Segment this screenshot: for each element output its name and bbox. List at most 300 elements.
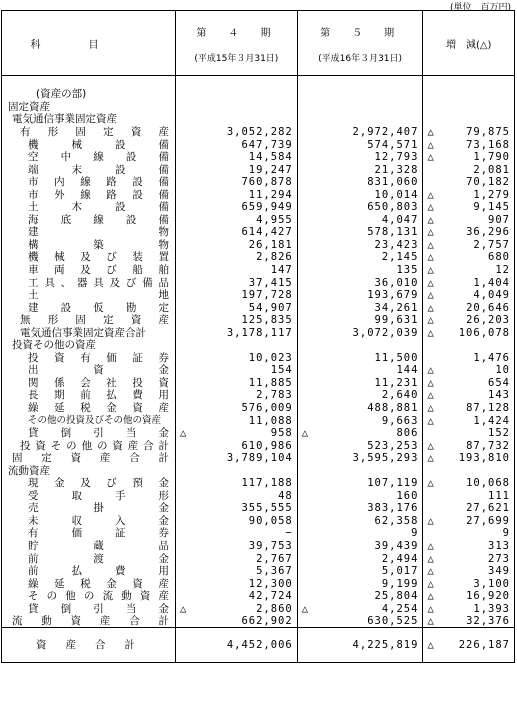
amount: 2,494 xyxy=(381,552,419,565)
row-label xyxy=(6,590,175,602)
row-label-char: 定 xyxy=(103,314,114,327)
row-label-char: 証 xyxy=(115,527,126,540)
period5-value-cell xyxy=(297,163,423,176)
negative-mark: △ xyxy=(427,565,434,578)
table-row xyxy=(2,389,515,402)
row-label-cell xyxy=(2,552,176,565)
total-row xyxy=(2,628,515,663)
row-label-char: 貸 xyxy=(28,427,39,440)
row-label-char: 置 xyxy=(158,251,169,264)
row-label-char: 設 xyxy=(115,138,126,151)
row-label xyxy=(6,251,175,263)
row-label xyxy=(6,126,175,138)
negative-mark xyxy=(427,352,439,364)
total-amount: 226,187 xyxy=(458,639,510,652)
amount: 2,640 xyxy=(381,389,419,402)
amount: 4,047 xyxy=(381,213,419,226)
amount: 1,393 xyxy=(473,602,510,615)
row-label-cell xyxy=(2,527,176,540)
negative-mark xyxy=(302,490,314,502)
diff-value-cell xyxy=(423,439,515,452)
row-label-cell xyxy=(2,214,176,227)
row-label-char: 建 xyxy=(28,226,39,239)
row-label-cell xyxy=(2,88,176,101)
negative-mark: △ xyxy=(427,151,434,164)
row-label-char: 倒 xyxy=(60,427,72,440)
amount: 576,009 xyxy=(241,401,293,414)
negative-mark xyxy=(302,402,314,414)
period5-value-cell xyxy=(297,389,423,402)
negative-mark: △ xyxy=(427,263,434,276)
row-label xyxy=(6,214,175,226)
table-row xyxy=(2,264,515,277)
diff-value-cell xyxy=(423,615,515,628)
negative-mark xyxy=(302,377,314,389)
row-label-char: 路 xyxy=(106,176,117,189)
row-label-char: 貸 xyxy=(28,602,39,615)
amount: 143 xyxy=(488,389,510,402)
period5-value-cell xyxy=(297,264,423,277)
table-row xyxy=(2,414,515,427)
amount: 2,860 xyxy=(256,602,293,615)
amount: 2,757 xyxy=(473,238,510,251)
period5-value-cell xyxy=(297,515,423,528)
period4-value-cell xyxy=(176,427,298,440)
row-label xyxy=(6,490,175,502)
diff-value-cell xyxy=(423,377,515,390)
row-label-char: 設 xyxy=(125,151,137,164)
amount: 5,367 xyxy=(256,565,293,578)
amount: 1,424 xyxy=(473,414,510,427)
period4-value-cell xyxy=(176,615,298,628)
row-label-char: 設 xyxy=(125,213,137,226)
negative-mark xyxy=(180,239,192,251)
diff-value-cell xyxy=(423,565,515,578)
table-row xyxy=(2,464,515,477)
row-label-char: 金 xyxy=(158,514,169,527)
diff-value-cell xyxy=(423,389,515,402)
row-label-char: 勘 xyxy=(125,301,137,314)
negative-mark xyxy=(302,201,314,213)
amount: 2,081 xyxy=(473,163,510,176)
row-label-char: 長 xyxy=(28,389,39,402)
row-label-char: 資 xyxy=(130,314,142,327)
amount: 25,804 xyxy=(374,590,419,603)
row-label-char: 動 xyxy=(41,615,52,628)
negative-mark xyxy=(180,126,192,138)
period4-value-cell xyxy=(176,477,298,490)
row-label-cell xyxy=(2,464,176,477)
row-label-char: 価 xyxy=(106,351,117,364)
amount: 760,878 xyxy=(241,176,293,189)
row-label-char: び xyxy=(106,477,117,490)
table-body xyxy=(2,76,515,663)
diff-value-cell xyxy=(423,301,515,314)
amount: 9 xyxy=(502,527,510,540)
row-label-char: 他 xyxy=(81,439,93,452)
row-label-char: 預 xyxy=(132,477,143,490)
period4-value-cell xyxy=(176,301,298,314)
amount: 37,415 xyxy=(248,276,293,289)
period5-value-cell xyxy=(297,352,423,365)
row-label-char: 両 xyxy=(54,263,65,276)
amount: 3,100 xyxy=(473,577,510,590)
negative-mark xyxy=(302,639,314,651)
table-row xyxy=(2,314,515,327)
row-label-char: 延 xyxy=(54,577,65,590)
row-label-char: 証 xyxy=(132,351,143,364)
row-label-char: 備 xyxy=(142,276,153,289)
row-label-char: 末 xyxy=(71,163,82,176)
row-label-char: 築 xyxy=(93,238,104,251)
negative-mark xyxy=(302,277,314,289)
row-label-char: び xyxy=(106,263,117,276)
amount: 5,017 xyxy=(381,565,419,578)
row-label-char: 資 xyxy=(130,125,142,138)
negative-mark: △ xyxy=(427,376,434,389)
row-label xyxy=(6,277,175,289)
period4-value-cell xyxy=(176,214,298,227)
row-label-char: 掛 xyxy=(93,502,104,515)
row-label-cell xyxy=(2,138,176,151)
negative-mark xyxy=(302,389,314,401)
negative-mark: △ xyxy=(427,251,434,264)
row-label-cell xyxy=(2,402,176,415)
table-row xyxy=(2,615,515,628)
row-label-char: 産 xyxy=(158,125,170,138)
diff-value-cell xyxy=(423,339,515,352)
diff-value-cell xyxy=(423,264,515,277)
row-label-cell xyxy=(2,427,176,440)
total-a-cell xyxy=(176,628,298,663)
row-label-char: 費 xyxy=(115,565,126,578)
row-label-char: 産 xyxy=(99,452,111,465)
negative-mark xyxy=(180,515,192,527)
row-label xyxy=(6,578,175,590)
row-label-char: 具 xyxy=(93,276,104,289)
amount: 147 xyxy=(270,263,293,276)
amount: 193,679 xyxy=(367,289,419,302)
row-label-char: 形 xyxy=(158,489,169,502)
row-label-char: 及 xyxy=(80,477,91,490)
amount: 355,555 xyxy=(241,502,293,515)
row-label-char: 渡 xyxy=(93,552,104,565)
negative-mark: △ xyxy=(301,602,309,615)
amount: 32,376 xyxy=(466,615,510,628)
period5-value-cell xyxy=(297,439,423,452)
row-label-char: 械 xyxy=(54,251,65,264)
period4-value-cell xyxy=(176,314,298,327)
row-label-char: 固 xyxy=(12,452,23,465)
table-row xyxy=(2,151,515,164)
total-label-char: 産 xyxy=(65,639,76,652)
negative-mark xyxy=(180,578,192,590)
unit-note: (単位 百万円) xyxy=(449,3,511,13)
negative-mark xyxy=(302,189,314,201)
negative-mark xyxy=(302,352,314,364)
row-label-char: 券 xyxy=(158,351,169,364)
negative-mark: △ xyxy=(427,226,434,239)
diff-value-cell xyxy=(423,126,515,139)
negative-mark: △ xyxy=(427,213,434,226)
period4-value-cell xyxy=(176,515,298,528)
amount: 9,663 xyxy=(381,414,419,427)
row-label-char: 物 xyxy=(158,238,169,251)
diff-value-cell xyxy=(423,577,515,590)
diff-value-cell xyxy=(423,163,515,176)
negative-mark xyxy=(302,553,314,565)
period5-value-cell xyxy=(297,490,423,503)
period5-value-cell xyxy=(297,276,423,289)
negative-mark xyxy=(302,239,314,251)
negative-mark: △ xyxy=(427,552,434,565)
negative-mark xyxy=(180,490,192,502)
row-label-cell xyxy=(2,452,176,465)
row-label-char: 金 xyxy=(158,427,169,440)
row-label-char: 前 xyxy=(80,389,91,402)
negative-mark xyxy=(180,139,192,151)
row-label-char: 計 xyxy=(158,452,169,465)
row-label-cell xyxy=(2,126,176,139)
row-label-cell xyxy=(2,276,176,289)
header-diff: 増 減(△) xyxy=(445,39,492,51)
row-label xyxy=(6,377,175,389)
negative-mark xyxy=(427,164,439,176)
balance-sheet-table xyxy=(1,10,515,663)
row-label-char: 流 xyxy=(12,615,23,628)
row-label-char: 合 xyxy=(129,452,140,465)
negative-mark xyxy=(180,527,192,539)
table-row xyxy=(2,126,515,139)
amount: 125,835 xyxy=(241,314,293,327)
row-label-char: 税 xyxy=(80,577,91,590)
row-label-char: 取 xyxy=(71,489,82,502)
amount: 42,724 xyxy=(248,590,293,603)
diff-value-cell xyxy=(423,138,515,151)
table-row xyxy=(2,239,515,252)
amount: 9,145 xyxy=(473,201,510,214)
row-label-char: 仮 xyxy=(93,301,104,314)
period4-value-cell xyxy=(176,352,298,365)
negative-mark xyxy=(180,201,192,213)
row-label xyxy=(6,615,175,627)
period4-value-cell xyxy=(176,163,298,176)
diff-value-cell xyxy=(423,314,515,327)
diff-value-cell xyxy=(423,477,515,490)
amount: 106,078 xyxy=(458,326,510,339)
negative-mark xyxy=(427,527,439,539)
period5-value-cell xyxy=(297,126,423,139)
row-label-char: 産 xyxy=(158,314,170,327)
row-label-char: 設 xyxy=(132,176,143,189)
row-label-cell xyxy=(2,326,176,339)
row-label: 電気通信事業固定資産 xyxy=(12,113,117,126)
row-label-cell xyxy=(2,515,176,528)
period5-value-cell xyxy=(297,113,423,126)
diff-value-cell xyxy=(423,515,515,528)
row-label-cell xyxy=(2,251,176,264)
row-label-cell xyxy=(2,163,176,176)
period4-value-cell xyxy=(176,151,298,164)
row-label-char: 産 xyxy=(158,577,169,590)
amount: 9,199 xyxy=(381,577,419,590)
negative-mark: △ xyxy=(427,138,434,151)
row-label-char: 当 xyxy=(125,427,137,440)
amount: 831,060 xyxy=(367,176,419,189)
row-label-char: 木 xyxy=(71,201,82,214)
row-label-char: 端 xyxy=(28,163,39,176)
row-label-char: 機 xyxy=(28,138,39,151)
header-period4-cell xyxy=(176,11,298,76)
negative-mark xyxy=(302,314,314,326)
negative-mark: △ xyxy=(427,577,434,590)
row-label-char: 産 xyxy=(99,615,111,628)
period4-value-cell xyxy=(176,276,298,289)
row-label: 電気通信事業固定資産合計 xyxy=(20,326,146,339)
period4-value-cell xyxy=(176,226,298,239)
amount: 907 xyxy=(488,213,510,226)
period4-value-cell xyxy=(176,188,298,201)
row-label-char: 延 xyxy=(54,401,65,414)
row-label xyxy=(6,314,175,326)
row-label-char: 内 xyxy=(54,176,65,189)
negative-mark: △ xyxy=(427,414,434,427)
negative-mark xyxy=(180,553,192,565)
row-label-char: 資 xyxy=(132,401,143,414)
amount: 107,119 xyxy=(367,477,419,490)
table-row xyxy=(2,490,515,503)
diff-value-cell xyxy=(423,251,515,264)
amount: 16,920 xyxy=(466,590,510,603)
diff-value-cell xyxy=(423,276,515,289)
amount: 650,803 xyxy=(367,201,419,214)
row-label-cell xyxy=(2,590,176,603)
row-label-cell xyxy=(2,577,176,590)
period4-value-cell xyxy=(176,201,298,214)
negative-mark: △ xyxy=(427,125,434,138)
row-label-char: 有 xyxy=(80,351,91,364)
row-label-char: 市 xyxy=(28,188,39,201)
amount: 9 xyxy=(411,527,419,540)
row-label: 流動資産 xyxy=(8,464,50,477)
row-label-char: 蔵 xyxy=(93,540,104,552)
row-label-char: 産 xyxy=(158,590,169,603)
negative-mark xyxy=(302,126,314,138)
negative-mark xyxy=(302,214,314,226)
negative-mark: △ xyxy=(427,514,434,527)
row-label-char: 前 xyxy=(28,565,39,578)
period4-value-cell xyxy=(176,339,298,352)
diff-value-cell xyxy=(423,552,515,565)
table-row xyxy=(2,88,515,101)
period4-value-cell xyxy=(176,113,298,126)
amount: 27,699 xyxy=(466,514,510,527)
negative-mark: △ xyxy=(427,326,434,339)
row-label-char: 備 xyxy=(158,213,169,226)
period4-value-cell xyxy=(176,414,298,427)
row-label-cell xyxy=(2,502,176,515)
amount: 1,476 xyxy=(473,351,510,364)
row-label-char: 未 xyxy=(28,514,39,527)
amount: 20,646 xyxy=(466,301,510,314)
row-label-cell xyxy=(2,188,176,201)
row-label-char: 土 xyxy=(28,289,39,302)
period5-value-cell xyxy=(297,88,423,101)
table-header-row xyxy=(2,11,515,76)
amount: 2,972,407 xyxy=(352,125,419,138)
row-label-char: 金 xyxy=(158,602,169,615)
diff-value-cell xyxy=(423,464,515,477)
row-label-char: 及 xyxy=(109,276,121,289)
negative-mark xyxy=(180,189,192,201)
negative-mark: △ xyxy=(180,427,187,440)
amount: 647,739 xyxy=(241,138,293,151)
header-diff-cell xyxy=(423,11,515,76)
table-row xyxy=(2,427,515,440)
row-label-char: 形 xyxy=(47,314,59,327)
amount: 2,783 xyxy=(256,389,293,402)
amount: 3,178,117 xyxy=(226,326,293,339)
row-label-char: 資 xyxy=(93,364,104,377)
diff-value-cell xyxy=(423,590,515,603)
row-label-cell xyxy=(2,439,176,452)
row-label-char: 繰 xyxy=(28,401,39,414)
row-label xyxy=(6,402,175,414)
row-label: (資産の部) xyxy=(36,88,87,101)
row-label-char: 土 xyxy=(28,201,39,214)
amount: 135 xyxy=(396,263,419,276)
row-label-char: 設 xyxy=(60,301,72,314)
row-label-cell xyxy=(2,377,176,390)
negative-mark xyxy=(302,452,314,464)
negative-mark xyxy=(180,389,192,401)
row-label-char: 金 xyxy=(106,577,117,590)
row-label xyxy=(6,264,175,276)
row-label-char: 設 xyxy=(115,201,126,214)
table-row xyxy=(2,251,515,264)
row-label-char: 投 xyxy=(132,376,143,389)
row-label-char: 資 xyxy=(70,452,82,465)
row-label-char: 費 xyxy=(132,389,143,402)
negative-mark: △ xyxy=(427,602,434,615)
amount: 87,128 xyxy=(466,401,510,414)
row-label-char: 金 xyxy=(158,552,169,565)
row-label-char: 有 xyxy=(20,125,31,138)
row-label-char: 金 xyxy=(158,477,169,490)
table-row xyxy=(2,101,515,114)
amount: 10,014 xyxy=(374,188,419,201)
amount: 36,010 xyxy=(374,276,419,289)
header-period5: 第 ５ 期 xyxy=(320,28,401,39)
row-label-char: 線 xyxy=(80,188,91,201)
row-label-cell xyxy=(2,226,176,239)
negative-mark: △ xyxy=(427,238,434,251)
amount: 273 xyxy=(488,552,510,565)
amount: 11,231 xyxy=(374,376,419,389)
row-label-char: 計 xyxy=(158,439,170,452)
amount: 3,789,104 xyxy=(226,452,293,465)
row-label-cell xyxy=(2,151,176,164)
amount: 39,753 xyxy=(248,540,293,552)
diff-value-cell xyxy=(423,239,515,252)
row-label-char: 金 xyxy=(158,364,169,377)
period4-value-cell xyxy=(176,590,298,603)
amount: 10,068 xyxy=(466,477,510,490)
diff-value-cell xyxy=(423,364,515,377)
diff-value-cell xyxy=(423,226,515,239)
row-label-char: 定 xyxy=(41,452,52,465)
negative-mark xyxy=(180,151,192,163)
